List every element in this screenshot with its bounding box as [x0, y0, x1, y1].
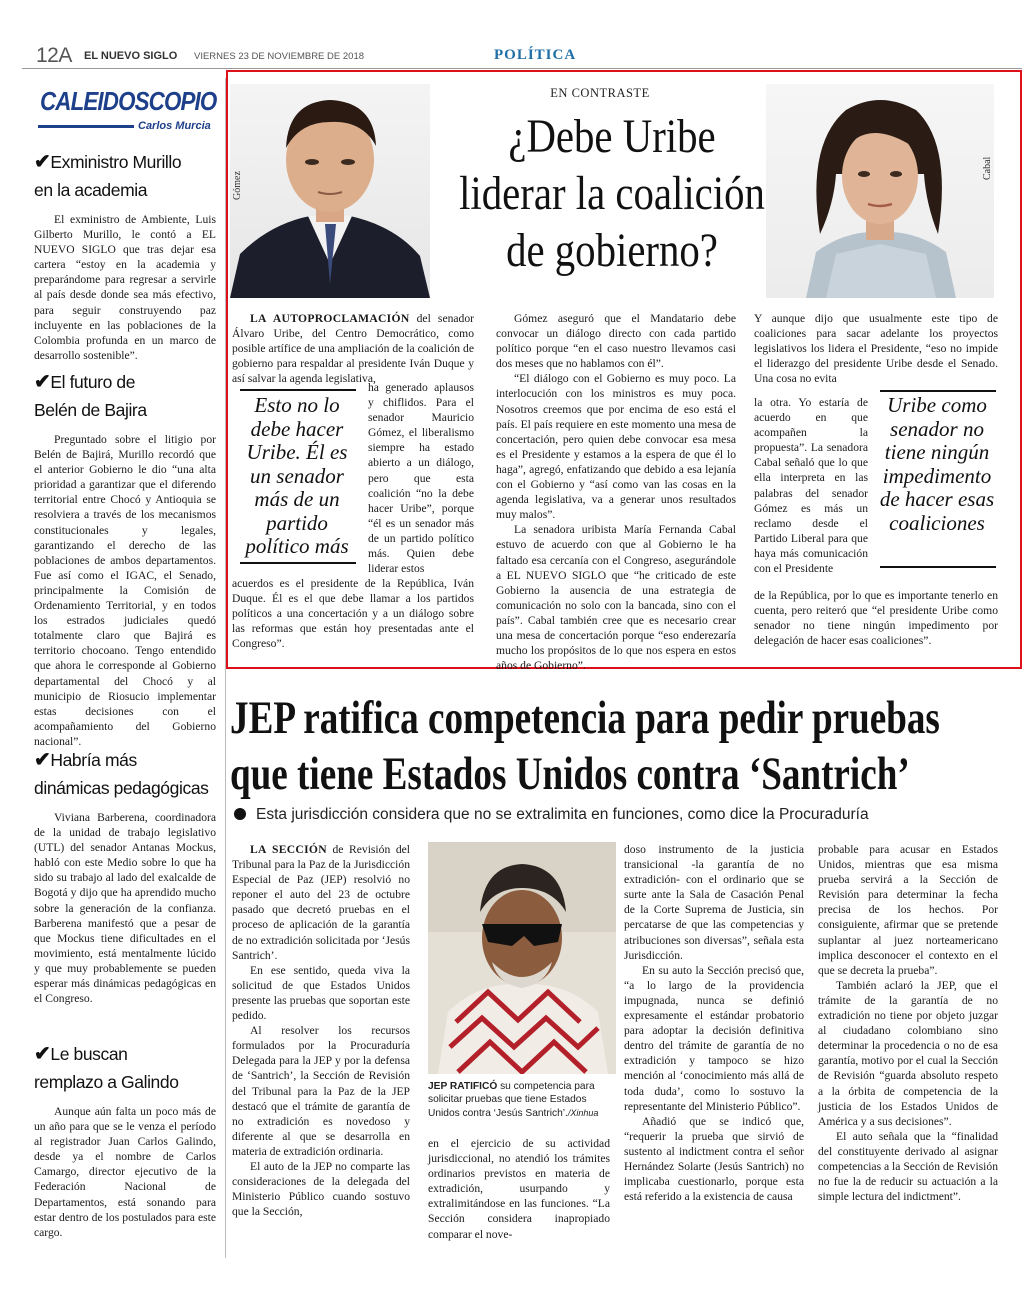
brief-text: Preguntado sobre el litigio por Belén de Bajirá, Murillo recordó que el anterior Gobierno le dio “una alta prioridad a garantizar que el diferendo territorial entre Chocó y Antioquia se resolviera a través de los mecanismos constitucionales y legales, garantizando el derecho de las poblaciones de ambos departamentos. Fue así como el IGAC, el Senado, principalmente la Comisión de Ordenamiento Territorial, y en todos los estrados judiciales quedó totalmente claro que Bajirá es territorio chocoano. Tengo entendido que ahora le corresponde al Gobierno departamental del Chocó y al municipio de Riosucio implementar estas decisiones con el acompañamiento del Gobierno nacional”. [34, 433, 216, 748]
page-number: 12A [36, 44, 72, 67]
checkmark-icon: ✔ [34, 151, 51, 173]
pull-quote-left: Esto no lo debe hacer Uribe. Él es un senador más de un partido político más [245, 393, 349, 558]
photo-caption-right: Cabal [982, 156, 993, 180]
headline-line3: de gobierno? [506, 224, 718, 277]
paragraph: La senadora uribista María Fernanda Cabal estuvo de acuerdo con que al Gobierno le ha faltado esa cercanía con el Congreso, asegurándole a EL NUEVO SIGLO que “he criticado de este Gobierno la ausencia de una estrategia de comunicación no solo con la bancada, sino con el país”. Cabal también cree que es necesario crear una mesa de concertación porque “eso enderezaría mucho los propósitos de lo que nos espera en estos años de Gobierno”. [496, 523, 736, 673]
paragraph: probable para acusar en Estados Unidos, mientras que esa misma prueba servirá a la Sección de Revisión para determinar la fecha precisa de los hechos. Por consiguiente, afirmar que se pretende suplantar al juez norteamericano implica desconocer el contexto en el que se decreta la prueba”. [818, 843, 998, 977]
pull-quote-right: Uribe como senador no tiene ningún impedimento de hacer esas coaliciones [879, 393, 995, 535]
brief-heading [34, 148, 216, 204]
photo-credit: /Xinhua [567, 1107, 599, 1118]
jep-headline-line2: que tiene Estados Unidos contra ‘Santrich’ [230, 748, 910, 800]
brief-heading-line2: Belén de Bajira [34, 400, 147, 420]
col3-bottom-text: de la República, por lo que es importante tenerlo en cuenta, pero reiteró que “el presidente Uribe como senador no tiene ningún impedimento por delegación de hacer esas coaliciones”. [754, 589, 998, 648]
jep-col2-bottom: en el ejercicio de su actividad jurisdiccional, no atendió los trámites ordinarios previstos en materia de extradición, usurpando y extralimitándose en las funciones. “La Sección considera inapropiado comparar el nove- [428, 1137, 610, 1241]
contraste-col1-top [232, 311, 474, 386]
bullet-icon [234, 808, 246, 820]
brief-heading-line1: Exministro Murillo [50, 152, 182, 172]
column-author: Carlos Murcia [134, 120, 215, 132]
brief-heading-line2: remplazo a Galindo [34, 1072, 179, 1092]
brief-text: Aunque aún falta un poco más de un año para que se le venza el período al registrador Juan Carlos Galindo, desde ya el nombre de Carlos Camargo, director ejecutivo de la Federación Nacional de Departamentos, está sonando para estar dentro de los postulados para este cargo. [34, 1105, 216, 1239]
jep-col3 [624, 842, 804, 1204]
checkmark-icon: ✔ [34, 749, 51, 771]
col1-intro: del senador Álvaro Uribe, del Centro Democrático, como posible artífice de una ampliación de la coalición de gobierno para respaldar al presidente Iván Duque y así salvar la agenda legislativa, [232, 312, 474, 386]
paragraph: doso instrumento de la justicia transicional -la garantía de no extradición- con el ordinario que se surte ante la Sala de Casación Penal de la Corte Suprema de Justicia, sin percatarse de que las competencias y atribuciones son diversas”, señala esta Jurisdicción. [624, 843, 804, 962]
paragraph: El auto señala que la “finalidad del constituyente derivado al asignar competencias a la Sección de Revisión no fue la de reducir su actuación a la simple lectura del indictment”. [818, 1129, 998, 1204]
section-name: POLÍTICA [494, 47, 577, 63]
photo-caption-text: su competencia para solicitar pruebas que tiene Estados Unidos contra ‘Jesús Santrich’. [428, 1081, 595, 1119]
checkmark-icon: ✔ [34, 1043, 51, 1065]
pull-quote-rule [240, 389, 356, 391]
jep-col4 [818, 842, 998, 1204]
jep-headline-line1: JEP ratifica competencia para pedir pruebas [230, 692, 940, 744]
col1-wrapped-text: ha generado aplausos y chiflidos. Para el senador Mauricio Gómez, el liberalismo siempre ha estado abierto a un diálogo, pero que esta coalición “no la debe hacer Uribe”, porque “él es un senador más de un partido político más. Quien debe liderar estos [368, 381, 474, 576]
col3-wrapped-text: la otra. Yo estaría de acuerdo en que acompañen la propuesta”. La senadora Cabal señaló que lo que ella interpreta en las palabras del senador Gómez es más un reclamo desde el Partido Liberal para que haya más comunicación con el Presidente [754, 396, 868, 576]
lead-in: LA SECCIÓN [250, 843, 327, 856]
jep-subtitle [234, 806, 869, 824]
caleidoscopio-column [22, 78, 218, 1258]
checkmark-icon: ✔ [34, 371, 51, 393]
pull-quote-rule [880, 566, 996, 568]
brief-item [34, 746, 216, 1006]
brief-text: El exministro de Ambiente, Luis Gilberto Murillo, le contó a EL NUEVO SIGLO que tras dejar esa cartera “estoy en la academia y preparándome para regresar a servirle al país desde donde sea más efectivo, para seguir construyendo paz incluyente en las poblaciones de la Colombia profunda en un marco de desarrollo sostenible”. [34, 213, 216, 362]
kicker: EN CONTRASTE [550, 86, 650, 100]
jep-subtitle-text: Esta jurisdicción considera que no se extralimita en funciones, como dice la Procuraduría [256, 806, 869, 823]
col1-bottom-text: acuerdos es el presidente de la República, Iván Duque. Él es el que debe llamar a los partidos políticos a una concertación y a un diálogo sobre las reformas que están hoy presentadas ante el Congreso”. [232, 577, 474, 651]
issue-date: VIERNES 23 DE NOVIEMBRE DE 2018 [194, 51, 365, 62]
column-title: CALEIDOSCOPIO [40, 86, 217, 116]
cabal-photo [766, 84, 994, 298]
brief-text: Viviana Barberena, coordinadora de la unidad de trabajo legislativo (UTL) del senador Antanas Mockus, habló con este Medio sobre lo que ha sido su trabajo al lado del exalcalde de Bogotá y dijo que ha aprendido mucho sobre la generación de la confianza. Barberena manifestó que a pesar de que Mockus tiene dificultades en el movimiento, está mentalmente lúcido y que muy probablemente se pueden esperar más dinámicas pedagógicas en el Congreso. [34, 811, 216, 1006]
brief-heading [34, 368, 216, 424]
jep-headline [230, 690, 940, 802]
paragraph: En ese sentido, queda viva la solicitud de que Estados Unidos presente las pruebas que soportan este pedido. [232, 963, 410, 1023]
brief-heading-line1: Habría más [50, 750, 137, 770]
brief-item [34, 148, 216, 363]
photo-caption-lead: JEP RATIFICÓ [428, 1081, 498, 1092]
brief-heading-line2: dinámicas pedagógicas [34, 778, 209, 798]
paragraph: Al resolver los recursos formulados por la Procuraduría Delegada para la JEP y por la defensa de ‘Santrich’, la Sección de Revisión del Tribunal para la Paz de la JEP destacó que el trámite de garantía de no extradición es novedoso y diferente al que se desarrolla en materia de extradición ordinaria. [232, 1024, 410, 1158]
brief-heading [34, 1040, 216, 1096]
paragraph: de Revisión del Tribunal para la Paz de la Jurisdicción Especial de Paz (JEP) resolvió no reponer el auto del 23 de octubre pasado que decretó pruebas en el proceso de aplicación de la garantía de no extradición solicitada por ‘Jesús Santrich’. [232, 843, 410, 962]
page-header [22, 44, 1022, 70]
contraste-headline [437, 108, 787, 279]
pull-quote-rule [880, 390, 996, 392]
paragraph: En su auto la Sección precisó que, “a lo largo de la providencia impugnada, nunca se definió expresamente el estándar probatorio para adoptar la decisión definitiva dentro del trámite de garantía de no extradición y tampoco se hizo mención al ‘conocimiento más allá de toda duda’, como lo sostuvo la representante del Ministerio Público”. [624, 963, 804, 1113]
gomez-photo [230, 84, 430, 298]
pull-quote-rule [240, 562, 356, 564]
headline-line2: liderar la coalición [459, 167, 765, 220]
paragraph: El auto de la JEP no comparte las consideraciones de la delegada del Ministerio Público cuando sostuvo que la Sección, [232, 1159, 410, 1219]
brief-item [34, 1040, 216, 1240]
photo-caption [428, 1080, 618, 1120]
contraste-col3-top: Y aunque dijo que usualmente este tipo de coaliciones para sacar adelante los proyectos legislativos los lidera el Presidente, “eso no impide el liderazgo del presidente Uribe desde el Senado. Una cosa no evita [754, 312, 998, 386]
brief-heading-line2: en la academia [34, 180, 148, 200]
paragraph: Añadió que se indicó que, “requerir la prueba que sirvió de sustento al indictment contra el señor Hernández Solarte (Jesús Santrich) no implicaba cuestionarlo, porque esta está referido a la existencia de causa [624, 1114, 804, 1204]
brief-heading [34, 746, 216, 802]
paragraph: También aclaró la JEP, que el trámite de la garantía de no extradición no tiene por objeto juzgar al ciudadano colombiano sino determinar la procedencia o no de esa garantía, motivo por el cual la Sección de Revisión “guarda absoluto respeto a la órbita de competencia de la justicia de los Estados Unidos de América y a sus decisiones”. [818, 978, 998, 1128]
jep-col1 [232, 842, 410, 1219]
newspaper-name: EL NUEVO SIGLO [84, 50, 178, 62]
header-rule [22, 68, 1022, 69]
brief-heading-line1: El futuro de [50, 372, 136, 392]
lead-in: LA AUTOPROCLAMACIÓN [250, 312, 410, 325]
brief-item [34, 368, 216, 749]
photo-caption-left: Gómez [232, 171, 243, 200]
contraste-col2 [496, 311, 736, 673]
santrich-photo [428, 842, 616, 1074]
paragraph: Gómez aseguró que el Mandatario debe convocar un diálogo directo con cada partido político porque “en el caso nuestro llevamos casi dos meses que no hablamos con él”. [496, 312, 736, 371]
headline-line1: ¿Debe Uribe [508, 110, 716, 163]
paragraph: “El diálogo con el Gobierno es muy poco. La interlocución con los ministros es muy poca. Nosotros creemos que por encima de eso está el país. El país requiere en este momento una mesa de concertación, pero quien debe convocar esa mesa es el Presidente y estamos a la espera de que él lo haga”, agregó, enfatizando que debido a esa lejanía con el Gobierno y “así como van las cosas en la agenda legislativa, va a generar unos resultados muy malos”. [496, 372, 736, 522]
brief-heading-line1: Le buscan [50, 1044, 128, 1064]
